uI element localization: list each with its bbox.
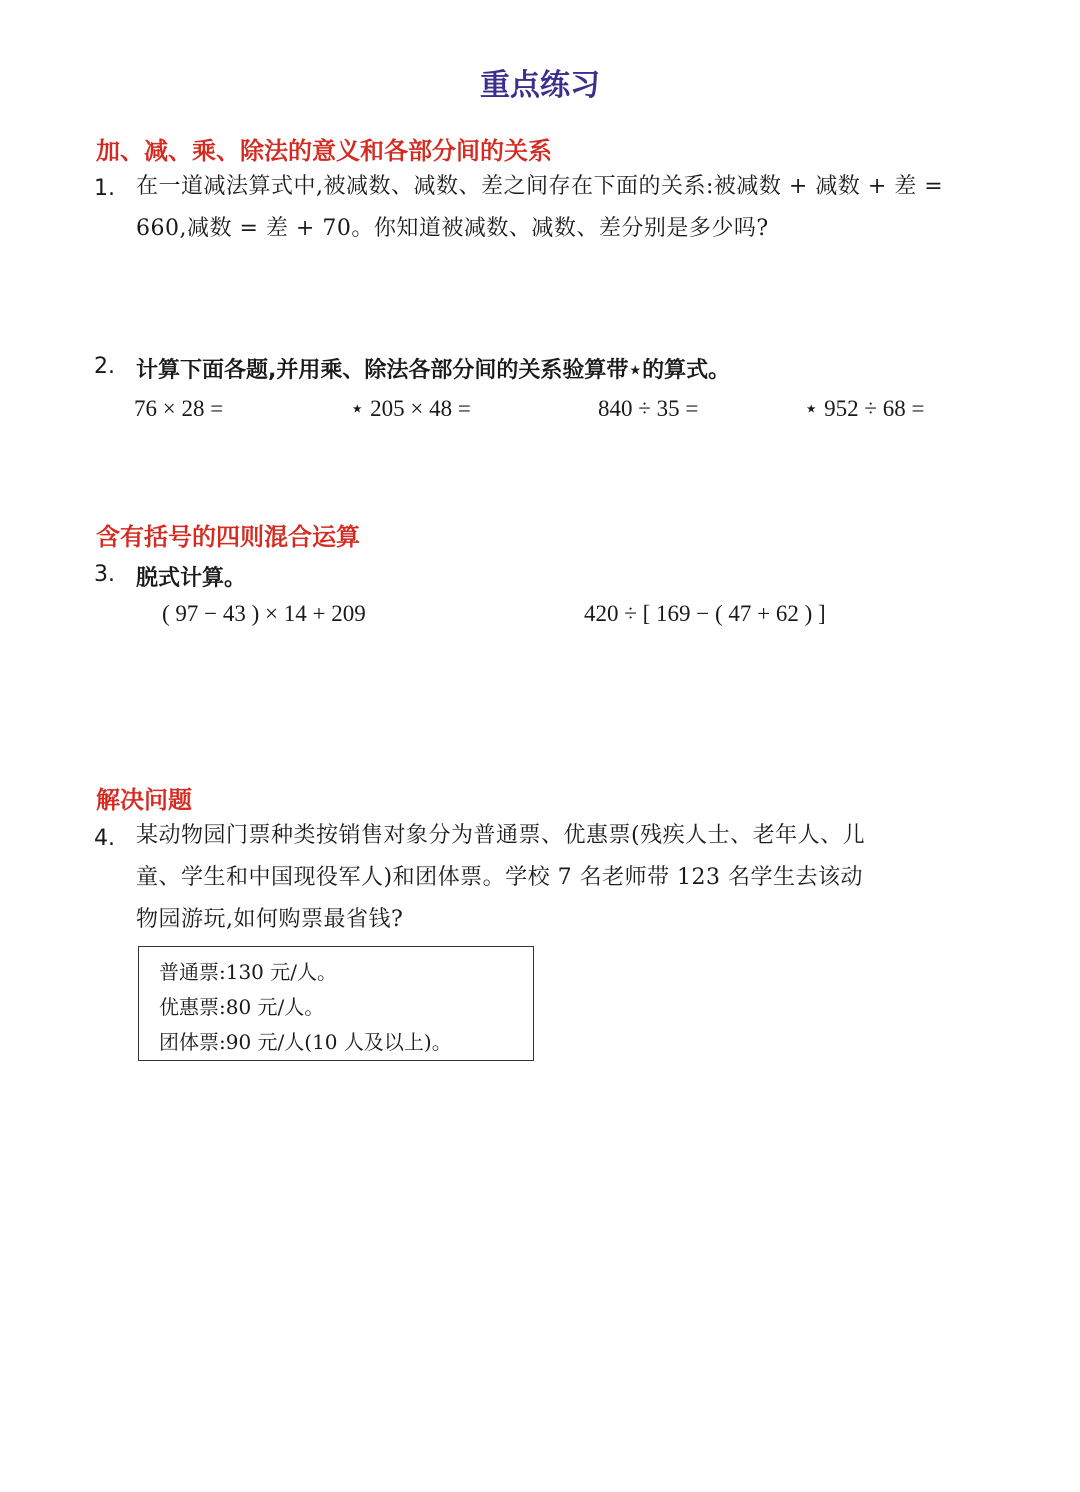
ticket-price-box [138, 946, 534, 1061]
ticket-price-group: 团体票:90 元/人(10 人及以上)。 [159, 1030, 452, 1054]
ticket-price-regular: 普通票:130 元/人。 [159, 960, 338, 984]
page-title: 重点练习 [480, 68, 600, 103]
question-2-expression-4: ⋆ 952 ÷ 68 = [804, 396, 925, 421]
section-heading-problem-solving: 解决问题 [96, 786, 192, 814]
question-3-text: 脱式计算。 [136, 566, 247, 591]
question-2-number: 2. [94, 354, 115, 379]
question-3-expression-1: ( 97 − 43 ) × 14 + 209 [162, 601, 366, 626]
question-2-expression-1: 76 × 28 = [134, 396, 224, 421]
section-heading-mixed-operations: 含有括号的四则混合运算 [96, 523, 360, 551]
question-4-line-3: 物园游玩,如何购票最省钱? [136, 907, 404, 932]
question-1-line-1: 在一道减法算式中,被减数、减数、差之间存在下面的关系:被减数 + 减数 + 差 = [136, 174, 944, 199]
question-4-line-1: 某动物园门票种类按销售对象分为普通票、优惠票(残疾人士、老年人、儿 [136, 823, 866, 848]
question-3-number: 3. [94, 562, 115, 587]
question-2-expression-2: ⋆ 205 × 48 = [350, 396, 471, 421]
ticket-price-discount: 优惠票:80 元/人。 [159, 995, 325, 1019]
question-1-line-2: 660,减数 = 差 + 70。你知道被减数、减数、差分别是多少吗? [136, 216, 769, 241]
section-heading-operations-meaning: 加、减、乘、除法的意义和各部分间的关系 [96, 137, 552, 165]
question-1-number: 1. [94, 176, 115, 201]
question-4-line-2: 童、学生和中国现役军人)和团体票。学校 7 名老师带 123 名学生去该动 [136, 865, 864, 890]
question-2-text: 计算下面各题,并用乘、除法各部分间的关系验算带⋆的算式。 [136, 358, 731, 383]
question-4-number: 4. [94, 826, 115, 851]
question-2-expression-3: 840 ÷ 35 = [598, 396, 699, 421]
question-3-expression-2: 420 ÷ [ 169 − ( 47 + 62 ) ] [584, 601, 826, 626]
